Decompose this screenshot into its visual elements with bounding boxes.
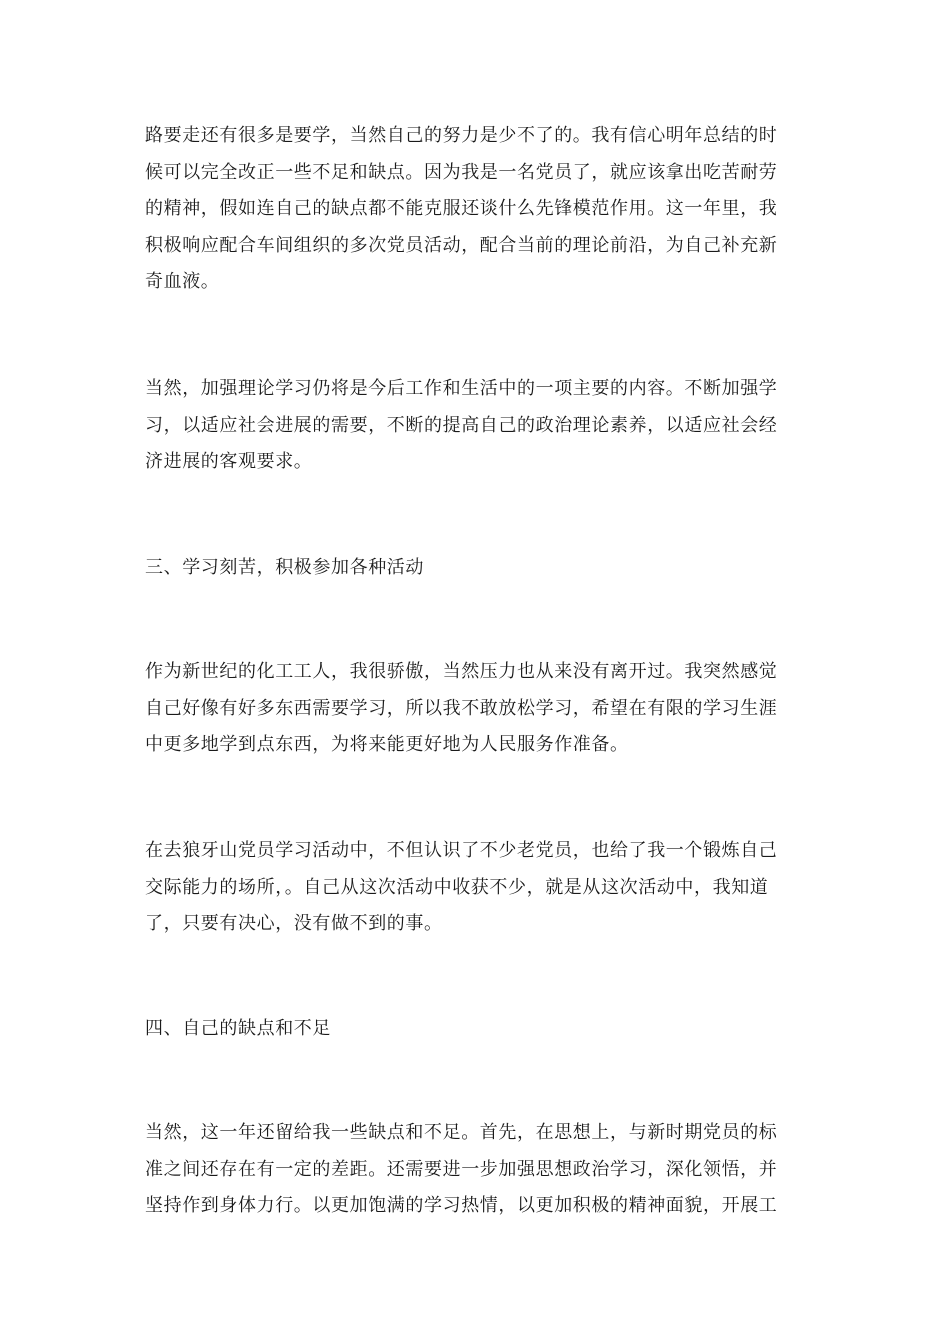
paragraph-chemical-worker: 作为新世纪的化工工人，我很骄傲，当然压力也从来没有离开过。我突然感觉 自己好像有好多东西需要学习，所以我不敢放松学习，希望在有限的学习生涯 中更多地学到点东西，为将来能更好地为人民服务作准备。: [145, 661, 778, 755]
paragraph-shortcomings: 当然，这一年还留给我一些缺点和不足。首先，在思想上，与新时期党员的标 准之间还存在有一定的差距。还需要进一步加强思想政治学习，深化领悟，并 坚持作到身体力行。以更加饱满的学习热情，以更加积极的精神面貌，开展工: [145, 1122, 778, 1216]
paragraph-langya-mountain-activity: 在去狼牙山党员学习活动中，不但认识了不少老党员，也给了我一个锻炼自己 交际能力的场所，。自己从这次活动中收获不少，就是从这次活动中，我知道 了，只要有决心，没有做不到的事。: [145, 840, 778, 934]
paragraph-effort-and-shortcomings: 路要走还有很多是要学，当然自己的努力是少不了的。我有信心明年总结的时 候可以完全改正一些不足和缺点。因为我是一名党员了，就应该拿出吃苦耐劳 的精神，假如连自己的缺点都不能克服还谈什么先锋模范作用。这一年里，我 积极响应配合车间组织的多次党员活动，配合当前的理论前沿，为自己补充新 奇血液。: [145, 125, 778, 292]
section-heading-three: 三、学习刻苦，积极参加各种活动: [145, 557, 424, 578]
paragraph-theory-study: 当然，加强理论学习仍将是今后工作和生活中的一项主要的内容。不断加强学 习，以适应社会进展的需要，不断的提高自己的政治理论素养，以适应社会经 济进展的客观要求。: [145, 378, 778, 472]
section-heading-four: 四、自己的缺点和不足: [145, 1018, 331, 1039]
